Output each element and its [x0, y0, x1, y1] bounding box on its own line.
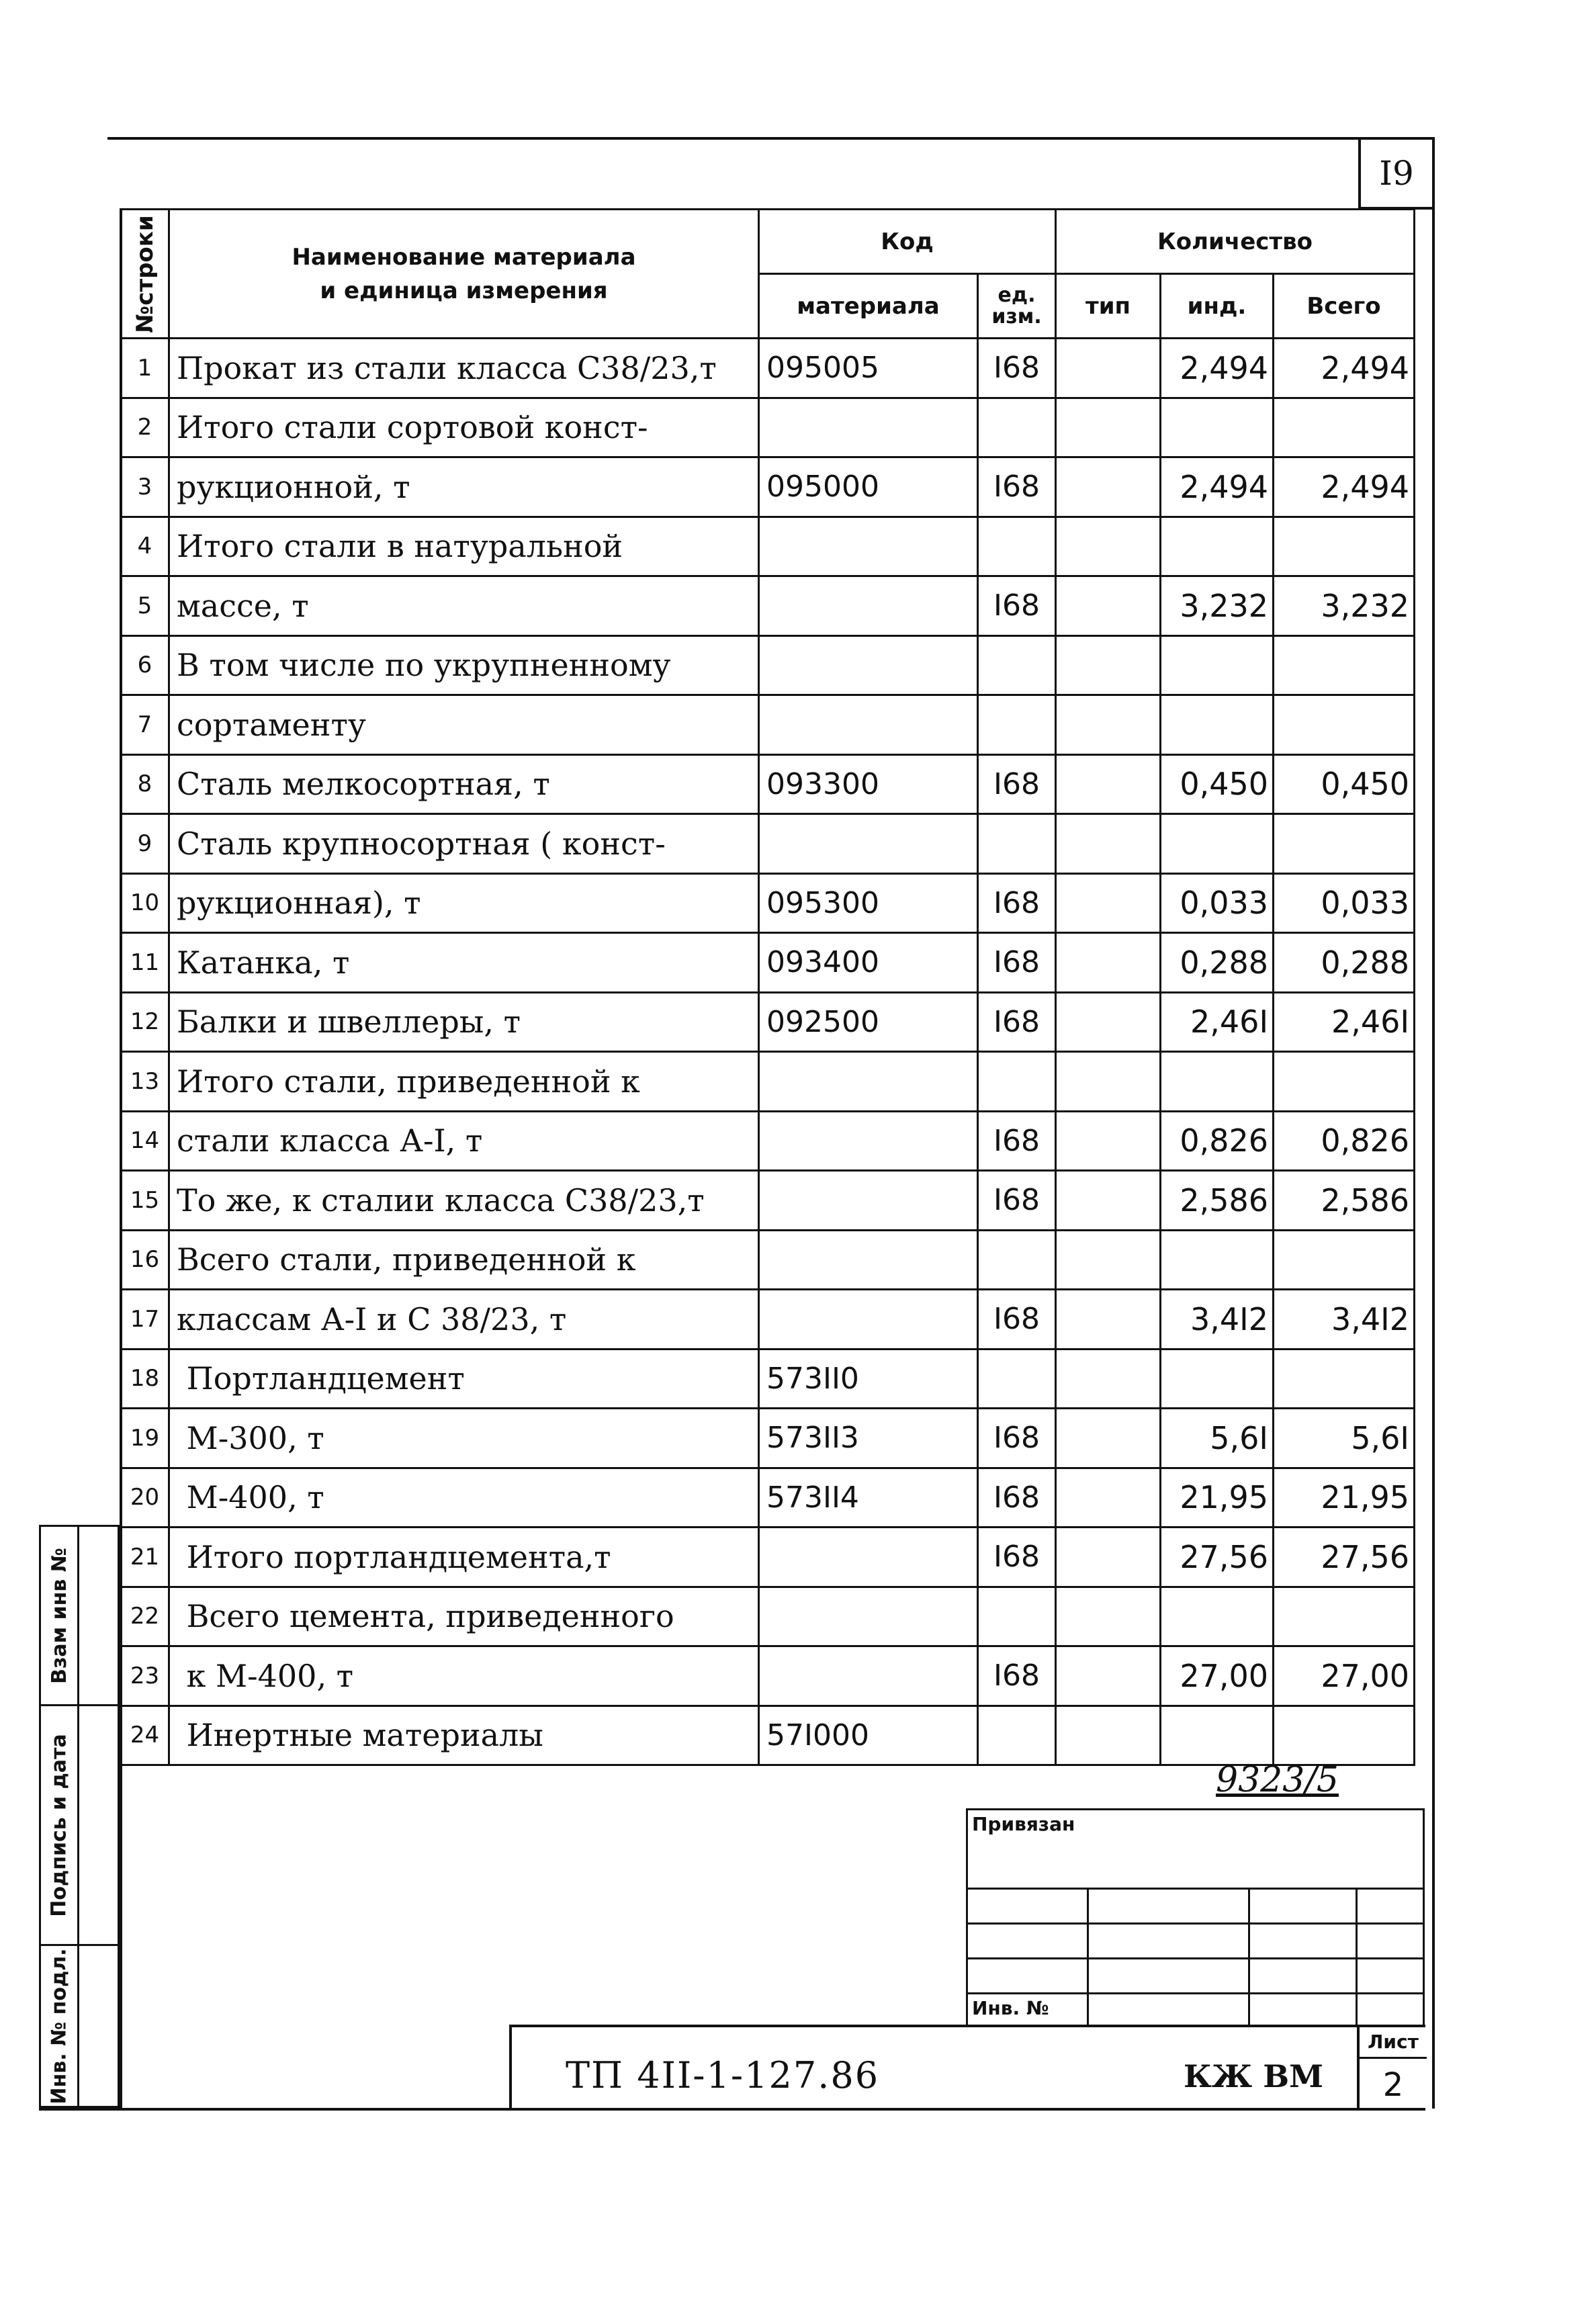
material-name-cell: Инертные материалы	[169, 1706, 759, 1765]
qty-ind-cell	[1161, 695, 1274, 755]
material-code-cell	[759, 1230, 978, 1290]
right-frame-line	[1432, 137, 1435, 2109]
unit-code-cell: I68	[978, 1111, 1056, 1171]
qty-total-cell	[1274, 1230, 1415, 1290]
sign-date-label: Подпись и дата	[47, 1733, 71, 1917]
unit-code-cell: I68	[978, 933, 1056, 993]
row-number-cell: 15	[121, 1171, 169, 1231]
sign-date-value	[77, 1704, 120, 1946]
row-number-cell: 19	[121, 1409, 169, 1468]
qty-type-cell	[1056, 1349, 1161, 1409]
unit-code-cell	[978, 1052, 1056, 1112]
row-number-cell: 1	[121, 339, 169, 398]
qty-ind-cell: 0,826	[1161, 1111, 1274, 1171]
unit-code-cell	[978, 1587, 1056, 1646]
bound-cell	[1357, 1994, 1424, 2026]
table-row	[121, 1052, 1415, 1112]
qty-type-cell	[1056, 1052, 1161, 1112]
qty-ind-cell	[1161, 517, 1274, 576]
material-name-cell: То же, к сталии класса С38/23,т	[169, 1171, 759, 1231]
table-row	[121, 1587, 1415, 1646]
qty-total-cell	[1274, 1052, 1415, 1112]
qty-ind-cell: 0,033	[1161, 873, 1274, 933]
table-row	[121, 695, 1415, 755]
qty-ind-cell: 27,00	[1161, 1646, 1274, 1706]
material-name-cell: Всего цемента, приведенного	[169, 1587, 759, 1646]
bound-cell	[1249, 1994, 1357, 2026]
row-number-cell: 24	[121, 1706, 169, 1765]
bound-block	[966, 1808, 1423, 2025]
bound-cell	[1249, 1889, 1357, 1924]
qty-ind-cell	[1161, 1230, 1274, 1290]
qty-ind-cell: 27,56	[1161, 1528, 1274, 1587]
qty-total-cell	[1274, 1349, 1415, 1409]
material-name-cell: В том числе по укрупненному	[169, 635, 759, 695]
sheet-value: 2	[1382, 2066, 1404, 2104]
qty-total-cell	[1274, 1587, 1415, 1646]
qty-total-cell: 2,46I	[1274, 992, 1415, 1052]
qty-type-header: тип	[1056, 274, 1161, 339]
material-name-header-line1: Наименование материала	[292, 243, 636, 271]
bound-cell	[1357, 1924, 1424, 1959]
row-number-cell: 2	[121, 398, 169, 457]
table-row	[121, 1706, 1415, 1765]
qty-total-cell: 3,4I2	[1274, 1290, 1415, 1350]
qty-total-cell: 3,232	[1274, 576, 1415, 636]
material-table	[120, 208, 1415, 1766]
table-row	[121, 1111, 1415, 1171]
side-stamp	[39, 1525, 120, 2108]
material-code-cell: 573II4	[759, 1468, 978, 1528]
material-code-cell: 095000	[759, 457, 978, 517]
row-number-cell: 18	[121, 1349, 169, 1409]
material-name-cell: Сталь мелкосортная, т	[169, 754, 759, 814]
material-code-cell: 095300	[759, 873, 978, 933]
material-code-cell	[759, 635, 978, 695]
material-code-cell	[759, 1052, 978, 1112]
material-name-cell: Катанка, т	[169, 933, 759, 993]
sheet-label: Лист	[1360, 2027, 1427, 2059]
material-code-cell: 095005	[759, 339, 978, 398]
material-name-header-line2: и единица измерения	[320, 277, 608, 304]
material-code-cell	[759, 398, 978, 457]
qty-type-cell	[1056, 1646, 1161, 1706]
table-row	[121, 635, 1415, 695]
inv-orig-label: Инв. № подл.	[47, 1947, 71, 2105]
material-name-cell: сортаменту	[169, 695, 759, 755]
qty-total-cell	[1274, 1706, 1415, 1765]
table-row	[121, 457, 1415, 517]
row-number-header: №строки	[121, 210, 169, 339]
material-name-cell: М-400, т	[169, 1468, 759, 1528]
material-name-cell: Прокат из стали класса С38/23,т	[169, 339, 759, 398]
table-row	[121, 339, 1415, 398]
qty-type-cell	[1056, 814, 1161, 874]
material-code-cell	[759, 1528, 978, 1587]
qty-total-header: Всего	[1274, 274, 1415, 339]
qty-ind-cell	[1161, 1349, 1274, 1409]
qty-ind-cell	[1161, 1587, 1274, 1646]
qty-type-cell	[1056, 933, 1161, 993]
material-name-cell: Итого стали в натуральной	[169, 517, 759, 576]
qty-total-cell: 2,494	[1274, 457, 1415, 517]
row-number-cell: 14	[121, 1111, 169, 1171]
bound-cell	[967, 1889, 1088, 1924]
material-name-cell: Сталь крупносортная ( конст-	[169, 814, 759, 874]
unit-code-cell: I68	[978, 873, 1056, 933]
material-name-cell: М-300, т	[169, 1409, 759, 1468]
material-code-cell	[759, 1171, 978, 1231]
material-code-cell: 093300	[759, 754, 978, 814]
unit-code-cell	[978, 1230, 1056, 1290]
inv-label-cell: Инв. №	[967, 1994, 1088, 2026]
unit-code-cell	[978, 1349, 1056, 1409]
table-row	[121, 517, 1415, 576]
material-code-cell: 57I000	[759, 1706, 978, 1765]
qty-type-cell	[1056, 1587, 1161, 1646]
table-row	[121, 1171, 1415, 1231]
material-name-cell: классам А-I и С 38/23, т	[169, 1290, 759, 1350]
table-row	[121, 1349, 1415, 1409]
qty-type-cell	[1056, 695, 1161, 755]
sheet-box	[1357, 2027, 1427, 2111]
top-frame-line	[107, 137, 1434, 140]
material-name-header	[169, 210, 759, 339]
material-code-cell: 573II3	[759, 1409, 978, 1468]
qty-total-cell: 27,56	[1274, 1528, 1415, 1587]
qty-ind-cell	[1161, 398, 1274, 457]
qty-ind-cell	[1161, 1706, 1274, 1765]
quantity-header: Количество	[1056, 210, 1415, 274]
material-code-cell	[759, 695, 978, 755]
qty-total-cell: 0,450	[1274, 754, 1415, 814]
material-name-cell: массе, т	[169, 576, 759, 636]
table-row	[121, 1468, 1415, 1528]
qty-type-cell	[1056, 1171, 1161, 1231]
inv-replace-value	[77, 1525, 120, 1706]
bound-label-cell: Привязан	[967, 1810, 1424, 1889]
table-row	[121, 873, 1415, 933]
qty-ind-cell: 21,95	[1161, 1468, 1274, 1528]
qty-total-cell: 27,00	[1274, 1646, 1415, 1706]
table-row	[121, 576, 1415, 636]
bound-cell	[1088, 1889, 1249, 1924]
qty-total-cell	[1274, 695, 1415, 755]
material-code-cell	[759, 814, 978, 874]
qty-type-cell	[1056, 1468, 1161, 1528]
unit-code-cell: I68	[978, 576, 1056, 636]
row-number-cell: 4	[121, 517, 169, 576]
qty-ind-cell: 2,46I	[1161, 992, 1274, 1052]
qty-ind-cell: 2,586	[1161, 1171, 1274, 1231]
material-code-cell	[759, 1646, 978, 1706]
unit-code-cell	[978, 635, 1056, 695]
material-code-cell	[759, 1587, 978, 1646]
unit-code-cell: I68	[978, 339, 1056, 398]
material-name-cell: стали класса А-I, т	[169, 1111, 759, 1171]
qty-ind-cell: 0,450	[1161, 754, 1274, 814]
material-code-cell: 092500	[759, 992, 978, 1052]
table-row	[121, 933, 1415, 993]
row-number-cell: 10	[121, 873, 169, 933]
table-row	[121, 398, 1415, 457]
unit-code-cell: I68	[978, 1528, 1056, 1587]
material-name-cell: рукционная), т	[169, 873, 759, 933]
unit-code-cell: I68	[978, 1290, 1056, 1350]
table-row	[121, 1230, 1415, 1290]
unit-code-cell: I68	[978, 1468, 1056, 1528]
material-code-cell	[759, 1111, 978, 1171]
material-name-cell: рукционной, т	[169, 457, 759, 517]
qty-type-cell	[1056, 517, 1161, 576]
table-row	[121, 1528, 1415, 1587]
unit-code-cell	[978, 814, 1056, 874]
qty-total-cell: 0,288	[1274, 933, 1415, 993]
unit-code-cell: I68	[978, 992, 1056, 1052]
table-row	[121, 814, 1415, 874]
qty-type-cell	[1056, 1290, 1161, 1350]
row-number-cell: 21	[121, 1528, 169, 1587]
qty-type-cell	[1056, 992, 1161, 1052]
unit-code-cell: I68	[978, 457, 1056, 517]
row-number-cell: 3	[121, 457, 169, 517]
unit-code-cell: I68	[978, 1646, 1056, 1706]
row-number-cell: 20	[121, 1468, 169, 1528]
bound-cell	[1357, 1889, 1424, 1924]
material-code-cell	[759, 517, 978, 576]
qty-ind-cell: 3,232	[1161, 576, 1274, 636]
qty-total-cell: 2,494	[1274, 339, 1415, 398]
qty-type-cell	[1056, 1706, 1161, 1765]
row-number-cell: 16	[121, 1230, 169, 1290]
qty-type-cell	[1056, 457, 1161, 517]
qty-type-cell	[1056, 1111, 1161, 1171]
material-name-cell: Балки и швеллеры, т	[169, 992, 759, 1052]
qty-ind-cell: 2,494	[1161, 457, 1274, 517]
table-row	[121, 1290, 1415, 1350]
qty-type-cell	[1056, 339, 1161, 398]
qty-ind-header: инд.	[1161, 274, 1274, 339]
row-number-cell: 17	[121, 1290, 169, 1350]
qty-type-cell	[1056, 1230, 1161, 1290]
qty-ind-cell: 3,4I2	[1161, 1290, 1274, 1350]
code-unit-header	[978, 274, 1056, 339]
unit-code-cell: I68	[978, 754, 1056, 814]
row-number-cell: 8	[121, 754, 169, 814]
bound-cell	[967, 1924, 1088, 1959]
qty-type-cell	[1056, 576, 1161, 636]
code-unit-header-line1: ед.	[998, 283, 1036, 307]
material-code-cell: 573II0	[759, 1349, 978, 1409]
qty-total-cell: 2,586	[1274, 1171, 1415, 1231]
unit-code-cell: I68	[978, 1171, 1056, 1231]
unit-code-cell: I68	[978, 1409, 1056, 1468]
qty-total-cell: 21,95	[1274, 1468, 1415, 1528]
row-number-cell: 7	[121, 695, 169, 755]
unit-code-cell	[978, 695, 1056, 755]
bound-cell	[967, 1959, 1088, 1994]
qty-type-cell	[1056, 635, 1161, 695]
unit-code-cell	[978, 517, 1056, 576]
table-row	[121, 992, 1415, 1052]
material-code-cell	[759, 1290, 978, 1350]
qty-ind-cell: 2,494	[1161, 339, 1274, 398]
qty-ind-cell	[1161, 1052, 1274, 1112]
qty-total-cell	[1274, 814, 1415, 874]
qty-ind-cell	[1161, 635, 1274, 695]
qty-type-cell	[1056, 398, 1161, 457]
row-number-cell: 9	[121, 814, 169, 874]
bound-cell	[1088, 1924, 1249, 1959]
sheet-number: I9	[1358, 140, 1432, 210]
unit-code-cell	[978, 398, 1056, 457]
document-designation: ТП 4II-1-127.86	[566, 2054, 880, 2096]
bound-number: 9323/5	[1216, 1760, 1339, 1800]
bound-cell	[1088, 1994, 1249, 2026]
code-unit-header-line2: изм.	[991, 304, 1042, 328]
material-name-cell: Итого стали, приведенной к	[169, 1052, 759, 1112]
material-code-cell	[759, 576, 978, 636]
material-code-cell: 093400	[759, 933, 978, 993]
qty-ind-cell	[1161, 814, 1274, 874]
material-name-cell: Итого стали сортовой конст-	[169, 398, 759, 457]
bound-cell	[1088, 1959, 1249, 1994]
material-name-cell: к М-400, т	[169, 1646, 759, 1706]
material-name-cell: Всего стали, приведенной к	[169, 1230, 759, 1290]
unit-code-cell	[978, 1706, 1056, 1765]
row-number-cell: 12	[121, 992, 169, 1052]
table-row	[121, 1646, 1415, 1706]
qty-total-cell	[1274, 517, 1415, 576]
row-number-cell: 11	[121, 933, 169, 993]
row-number-cell: 22	[121, 1587, 169, 1646]
inv-orig-value	[77, 1944, 120, 2108]
material-table-body	[121, 339, 1415, 1765]
inv-replace-label: Взам инв №	[47, 1547, 71, 1684]
title-block	[509, 2025, 1425, 2111]
document-mark: КЖ ВМ	[1184, 2058, 1324, 2094]
bound-cell	[1357, 1959, 1424, 1994]
qty-ind-cell: 5,6I	[1161, 1409, 1274, 1468]
qty-total-cell: 5,6I	[1274, 1409, 1415, 1468]
qty-ind-cell: 0,288	[1161, 933, 1274, 993]
qty-type-cell	[1056, 1409, 1161, 1468]
qty-total-cell	[1274, 635, 1415, 695]
code-header: Код	[759, 210, 1056, 274]
table-row	[121, 1409, 1415, 1468]
qty-total-cell: 0,033	[1274, 873, 1415, 933]
qty-total-cell	[1274, 398, 1415, 457]
table-row	[121, 754, 1415, 814]
bound-cell	[1249, 1959, 1357, 1994]
material-name-cell: Итого портландцемента,т	[169, 1528, 759, 1587]
qty-total-cell: 0,826	[1274, 1111, 1415, 1171]
row-number-cell: 13	[121, 1052, 169, 1112]
qty-type-cell	[1056, 754, 1161, 814]
row-number-cell: 23	[121, 1646, 169, 1706]
bound-cell	[1249, 1924, 1357, 1959]
material-name-cell: Портландцемент	[169, 1349, 759, 1409]
row-number-cell: 5	[121, 576, 169, 636]
qty-type-cell	[1056, 1528, 1161, 1587]
row-number-cell: 6	[121, 635, 169, 695]
code-material-header: материала	[759, 274, 978, 339]
qty-type-cell	[1056, 873, 1161, 933]
